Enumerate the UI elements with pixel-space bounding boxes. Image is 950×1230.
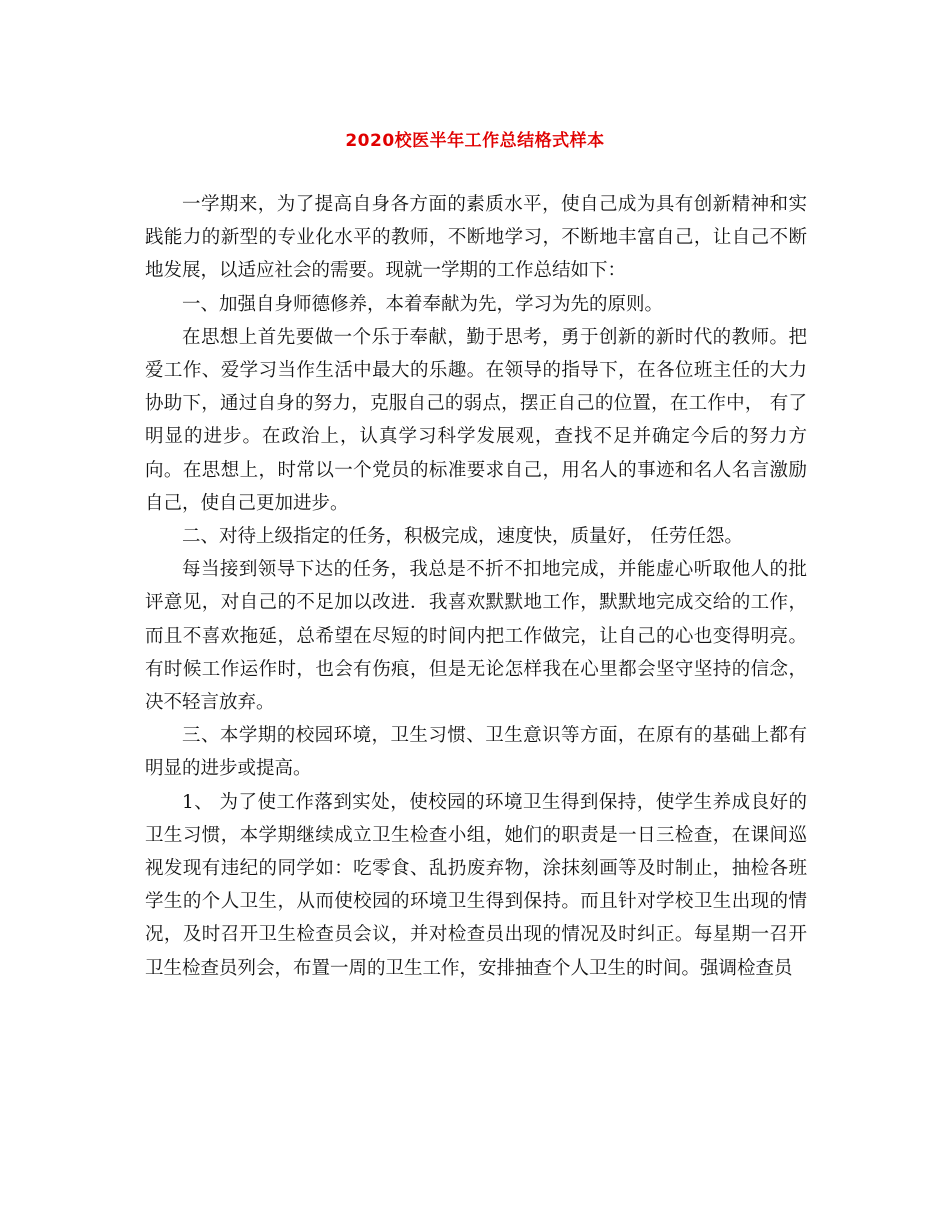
paragraph-heading-2: 二、对待上级指定的任务，积极完成，速度快，质量好， 任劳任怨。 [182, 526, 743, 548]
paragraph-section-1: 在思想上首先要做一个乐于奉献，勤于思考，勇于创新的新时代的教师。把爱工作、爱学习当作生活中最大的乐趣。在领导的指导下，在各位班主任的大力协助下，通过自身的努力，克服自己的弱点，摆正自己的位置，在工作中， 有了明显的进步。在政治上，认真学习科学发展观，查找不足并确定今后的努力方向。在思想上，时常以一个党员的标准要求自己，用名人的事迹和名人名言激励自己，使自己更加进步。 [145, 326, 807, 514]
paragraph-item-1: 1、 为了使工作落到实处，使校园的环境卫生得到保持，使学生养成良好的卫生习惯，本学期继续成立卫生检查小组，她们的职责是一日三检查，在课间巡视发现有违纪的同学如：吃零食、乱扔废弃物，涂抹刻画等及时制止，抽检各班学生的个人卫生，从而使校园的环境卫生得到保持。而且针对学校卫生出现的情况，及时召开卫生检查员会议，并对检查员出现的情况及时纠正。每星期一召开卫生检查员列会，布置一周的卫生工作，安排抽查个人卫生的时间。强调检查员 [145, 791, 807, 979]
paragraph-heading-1: 一、加强自身师德修养，本着奉献为先，学习为先的原则。 [182, 293, 664, 315]
paragraph-section-2: 每当接到领导下达的任务，我总是不折不扣地完成，并能虚心听取他人的批评意见，对自己的不足加以改进．我喜欢默默地工作，默默地完成交给的工作，而且不喜欢拖延，总希望在尽短的时间内把工作做完，让自己的心也变得明亮。有时候工作运作时，也会有伤痕，但是无论怎样我在心里都会坚守坚持的信念，决不轻言放弃。 [145, 559, 807, 714]
document-body [145, 188, 807, 985]
paragraph-heading-3: 三、本学期的校园环境，卫生习惯、卫生意识等方面，在原有的基础上都有明显的进步或提高。 [145, 725, 807, 780]
document-title: 2020校医半年工作总结格式样本 [345, 131, 605, 151]
paragraph-intro: 一学期来，为了提高自身各方面的素质水平，使自己成为具有创新精神和实践能力的新型的专业化水平的教师，不断地学习，不断地丰富自己，让自己不断地发展，以适应社会的需要。现就一学期的工作总结如下： [145, 194, 807, 282]
